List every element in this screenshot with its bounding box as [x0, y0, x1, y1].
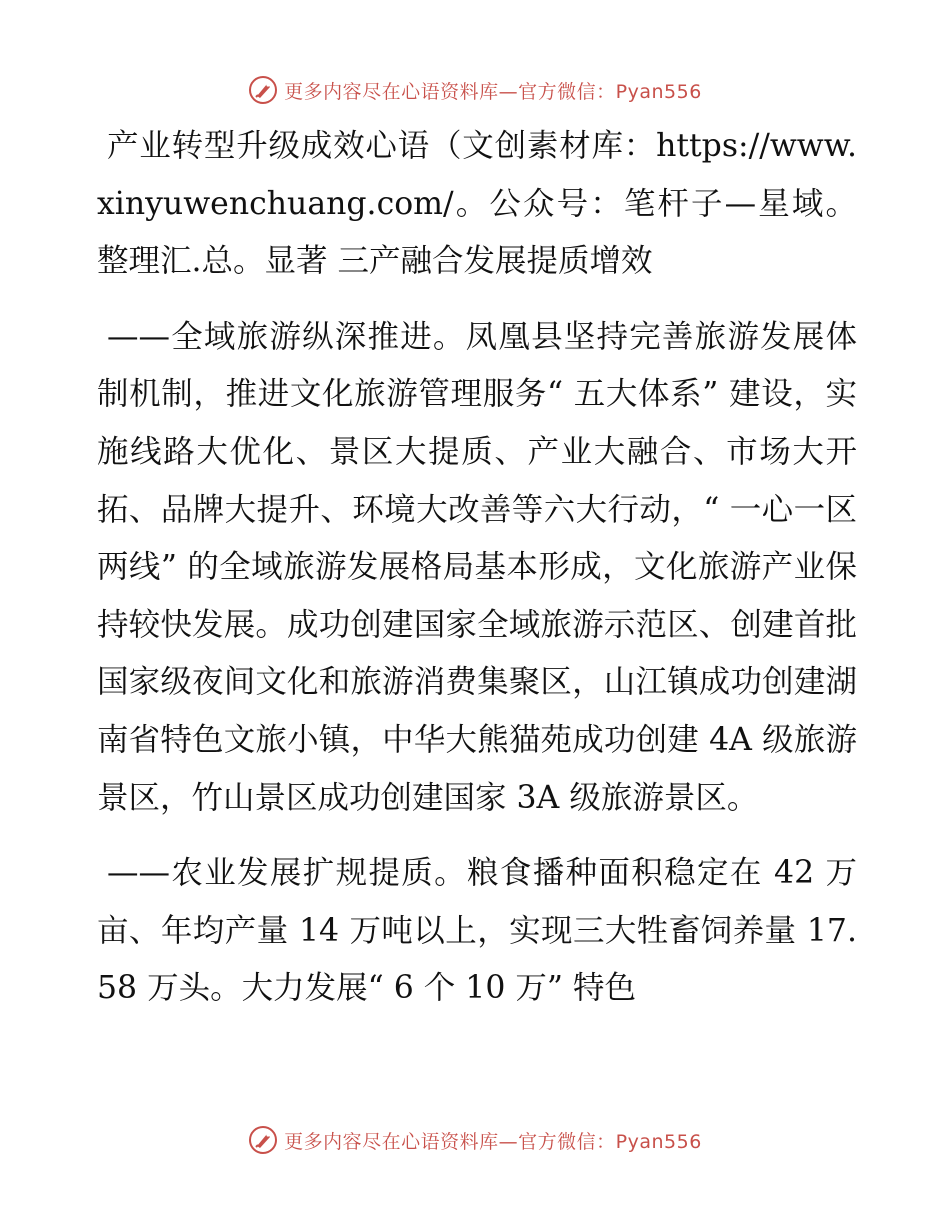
footer-watermark: [0, 1120, 950, 1160]
pen-nib-icon: [248, 75, 278, 105]
pen-nib-icon: [248, 1125, 278, 1155]
header-watermark: [0, 70, 950, 110]
paragraph-title: 产业转型升级成效心语（文创素材库：https://www.xinyuwenchuang.com/。公众号：笔杆子—星域。整理汇.总。显著 三产融合发展提质增效: [97, 128, 857, 280]
paragraph-tourism: ——全域旅游纵深推进。凤凰县坚持完善旅游发展体制机制，推进文化旅游管理服务“ 五大体系” 建设，实施线路大优化、景区大提质、产业大融合、市场大开拓、品牌大提升、环境大改善等六大行动，“ 一心一区两线” 的全域旅游发展格局基本形成，文化旅游产业保持较快发展。成功创建国家全域旅游示范区、创建首批国家级夜间文化和旅游消费集聚区，山江镇成功创建湖南省特色文旅小镇，中华大熊猫苑成功创建 4A 级旅游景区，竹山景区成功创建国家 3A 级旅游景区。: [97, 318, 857, 816]
paragraph-agriculture: ——农业发展扩规提质。粮食播种面积稳定在 42 万亩、年均产量 14 万吨以上，实现三大牲畜饲养量 17.58 万头。大力发展“ 6 个 10 万” 特色: [97, 855, 857, 1007]
watermark-text: 更多内容尽在心语资料库—官方微信：Pyan556: [284, 1130, 702, 1153]
document-body: [97, 118, 857, 1018]
watermark-text: 更多内容尽在心语资料库—官方微信：Pyan556: [284, 80, 702, 103]
